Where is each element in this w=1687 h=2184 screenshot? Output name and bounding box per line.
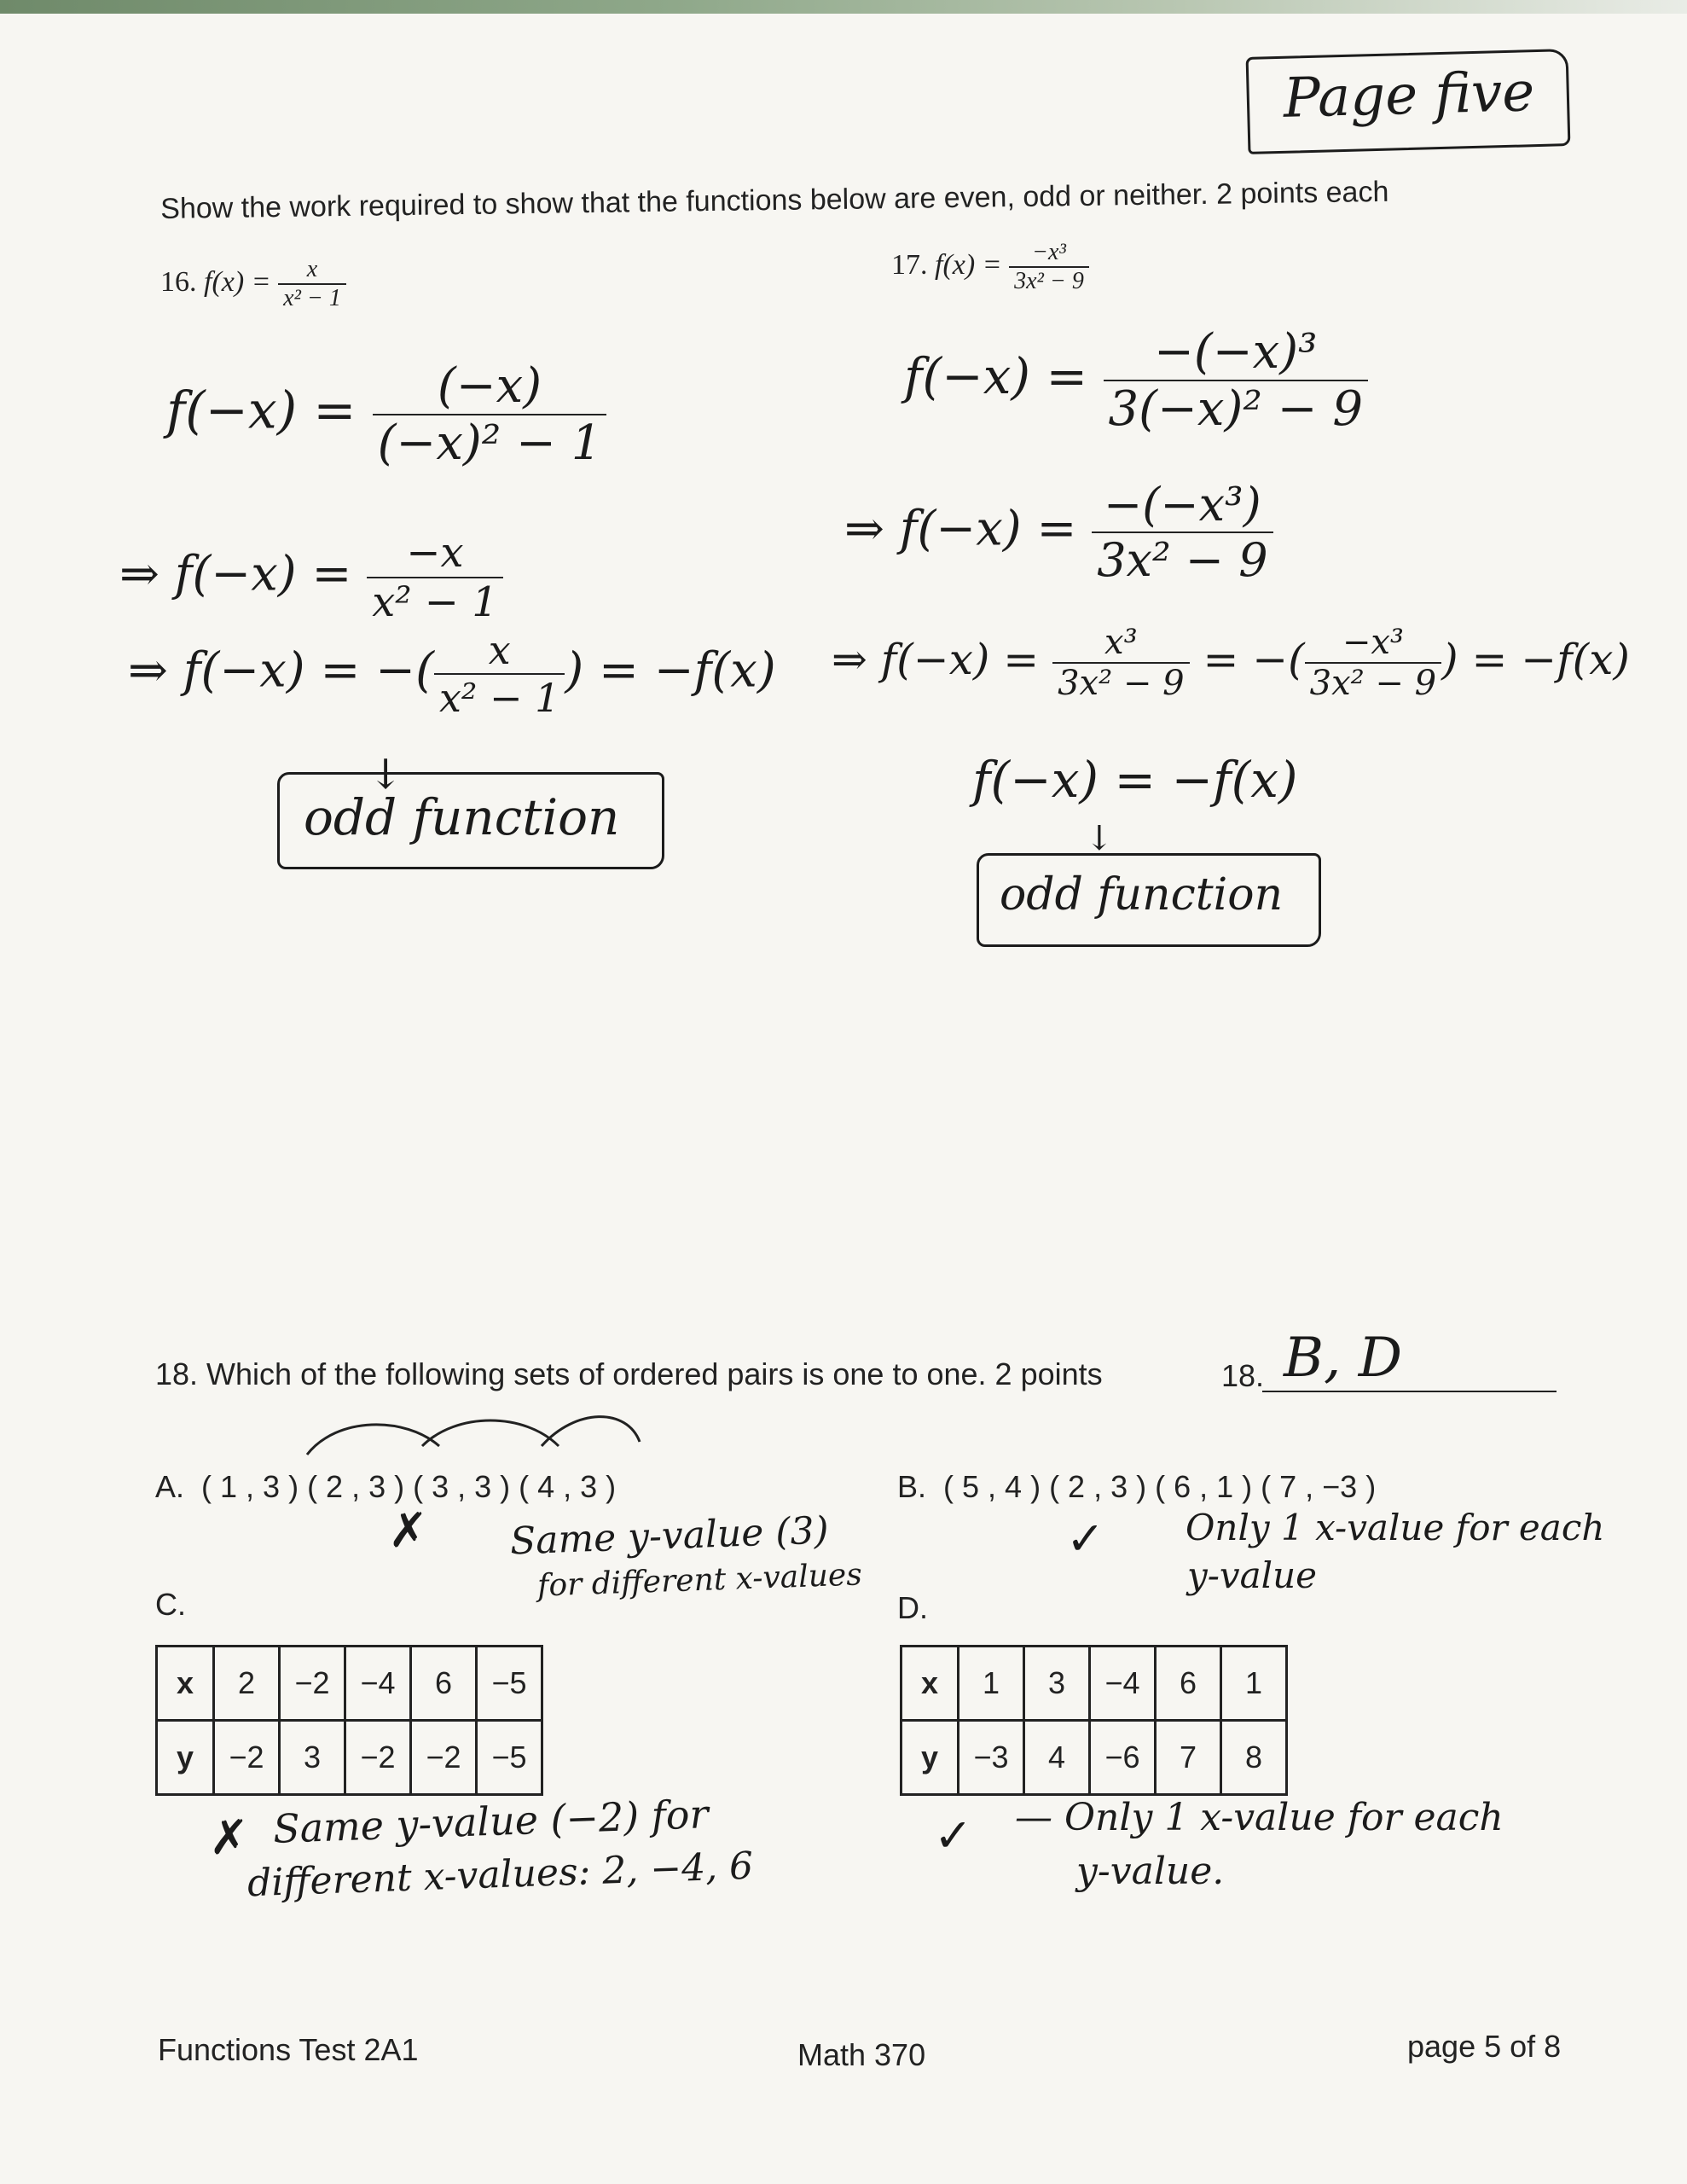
- problem-16-denominator: x² − 1: [278, 283, 346, 312]
- option-d-x-cell: 6: [1156, 1647, 1221, 1721]
- option-c-x-cell: −4: [345, 1647, 411, 1721]
- option-d-y-cell: 7: [1156, 1721, 1221, 1795]
- option-d-x-cell: 1: [1221, 1647, 1287, 1721]
- p17-line2-den: 3x² − 9: [1092, 531, 1272, 587]
- option-d-y-row: [901, 1721, 1287, 1795]
- problem-17-statement: [891, 239, 1089, 295]
- problem-18-answer-line: [1262, 1391, 1557, 1392]
- option-d-x-row: [901, 1647, 1287, 1721]
- scan-edge: [0, 0, 1687, 14]
- p16-work-line1: [166, 358, 606, 471]
- p16-line3-lhs: ⇒ f(−x) = −(: [128, 642, 434, 699]
- p16-line3-den: x² − 1: [434, 673, 565, 721]
- problem-16-statement: [160, 256, 346, 312]
- option-a-note-1: Same y-value (3): [509, 1508, 830, 1564]
- p16-line1-lhs: f(−x) =: [166, 380, 357, 441]
- option-c-label: C.: [155, 1587, 186, 1622]
- option-d-table: [900, 1645, 1288, 1796]
- p16-line2-den: x² − 1: [367, 577, 503, 626]
- p17-line1-den: 3(−x)² − 9: [1104, 380, 1368, 437]
- option-c-note-1: Same y-value (−2) for: [272, 1791, 710, 1852]
- option-c-y-cell: −2: [345, 1721, 411, 1795]
- problem-16-numerator: x: [306, 256, 318, 282]
- instructions: Show the work required to show that the functions below are even, odd or neither. 2 points each: [160, 175, 1389, 225]
- p16-line2-lhs: ⇒ f(−x) =: [119, 546, 352, 602]
- p17-conclusion: odd function: [1000, 869, 1284, 921]
- option-c-x-cell: −2: [280, 1647, 345, 1721]
- option-c-y-cell: −2: [214, 1721, 280, 1795]
- option-d-y-header: y: [901, 1721, 959, 1795]
- p17-line3-rhs: ) = −f(x): [1441, 635, 1630, 684]
- option-c-note-2: different x-values: 2, −4, 6: [246, 1844, 754, 1906]
- option-c-y-cell: 3: [280, 1721, 345, 1795]
- p17-work-line4: f(−x) = −f(x): [972, 751, 1298, 809]
- option-b: [897, 1469, 1376, 1505]
- p17-arrow: ↓: [1085, 819, 1114, 858]
- footer-right: page 5 of 8: [1407, 2029, 1562, 2064]
- p17-line3-lhs: ⇒ f(−x) =: [832, 635, 1040, 684]
- p17-line3-den: 3x² − 9: [1052, 662, 1189, 703]
- option-c-table: [155, 1645, 543, 1796]
- option-d-y-cell: 8: [1221, 1721, 1287, 1795]
- p16-work-line2: [119, 529, 503, 626]
- footer-left: Functions Test 2A1: [158, 2032, 419, 2067]
- option-c-x-cell: 2: [214, 1647, 280, 1721]
- option-d-y-cell: 4: [1024, 1721, 1090, 1795]
- option-d-x-header: x: [901, 1647, 959, 1721]
- p17-work-line3: [832, 623, 1630, 703]
- p17-line3-den2: 3x² − 9: [1305, 662, 1441, 703]
- problem-17-fx: f(x) =: [935, 248, 1002, 281]
- p16-conclusion: odd function: [304, 788, 620, 846]
- option-a-label: A.: [155, 1469, 185, 1504]
- p17-line3-num2: −x³: [1342, 623, 1404, 662]
- option-d-x-cell: 1: [959, 1647, 1024, 1721]
- p16-conclusion-box: [277, 772, 664, 869]
- option-d-label: D.: [897, 1590, 928, 1625]
- option-a-note-2: for different x-values: [536, 1557, 863, 1604]
- option-d-note-1: — Only 1 x-value for each: [1015, 1796, 1504, 1839]
- p17-conclusion-box: [977, 853, 1321, 947]
- page-label-box: [1246, 49, 1571, 154]
- problem-18-answer-value: B, D: [1284, 1327, 1403, 1390]
- option-a: [155, 1469, 616, 1505]
- p16-line3-num: x: [488, 627, 511, 673]
- option-d-x-cell: 3: [1024, 1647, 1090, 1721]
- option-c-x-cell: 6: [411, 1647, 477, 1721]
- problem-18-answer-label: 18.: [1221, 1358, 1265, 1393]
- option-b-mark: ✓: [1066, 1512, 1105, 1565]
- p16-line3-rhs: ) = −f(x): [565, 642, 776, 699]
- p17-work-line2: [844, 478, 1273, 587]
- footer-center: Math 370: [797, 2037, 926, 2072]
- p17-line1-lhs: f(−x) =: [904, 347, 1088, 406]
- option-b-note-2: y-value: [1187, 1554, 1318, 1596]
- p17-line3-num: x³: [1104, 623, 1138, 662]
- p17-line1-num: −(−x)³: [1153, 324, 1318, 380]
- p16-line1-num: (−x): [437, 358, 542, 414]
- problem-17-numerator: −x³: [1032, 239, 1066, 265]
- option-c-x-header: x: [157, 1647, 214, 1721]
- option-c-y-cell: −2: [411, 1721, 477, 1795]
- p16-line2-num: −x: [406, 529, 464, 577]
- problem-17-number: 17.: [891, 248, 928, 281]
- p17-work-line1: [904, 324, 1368, 437]
- option-a-mark: ✗: [388, 1503, 428, 1559]
- problem-16-fx: f(x) =: [204, 265, 271, 298]
- problem-17-denominator: 3x² − 9: [1009, 266, 1089, 295]
- option-d-y-cell: −6: [1090, 1721, 1156, 1795]
- p16-work-line3: [128, 627, 776, 721]
- option-b-pairs: ( 5 , 4 ) ( 2 , 3 ) ( 6 , 1 ) ( 7 , −3 ): [943, 1469, 1377, 1504]
- page-label: Page five: [1282, 61, 1535, 131]
- p16-line1-den: (−x)² − 1: [373, 414, 607, 471]
- option-d-mark: ✓: [934, 1809, 973, 1862]
- p17-line2-num: −(−x³): [1104, 478, 1261, 531]
- option-a-pairs: ( 1 , 3 ) ( 2 , 3 ) ( 3 , 3 ) ( 4 , 3 ): [201, 1469, 617, 1504]
- p17-line3-mid: = −(: [1203, 635, 1305, 684]
- option-d-note-2: y-value.: [1076, 1850, 1225, 1893]
- option-d-y-cell: −3: [959, 1721, 1024, 1795]
- option-c-y-cell: −5: [477, 1721, 542, 1795]
- option-c-x-cell: −5: [477, 1647, 542, 1721]
- option-c-mark: ✗: [209, 1810, 249, 1866]
- option-c-x-row: [157, 1647, 542, 1721]
- option-d-x-cell: −4: [1090, 1647, 1156, 1721]
- option-c-y-header: y: [157, 1721, 214, 1795]
- problem-16-number: 16.: [160, 265, 197, 298]
- p17-line2-lhs: ⇒ f(−x) =: [844, 501, 1077, 557]
- p16-arrow: ↓: [368, 751, 403, 799]
- option-a-brackets: [303, 1408, 644, 1459]
- option-b-note-1: Only 1 x-value for each: [1186, 1507, 1605, 1548]
- option-b-label: B.: [897, 1469, 927, 1504]
- option-c-y-row: [157, 1721, 542, 1795]
- problem-18-question: 18. Which of the following sets of ordered pairs is one to one. 2 points: [155, 1356, 1103, 1391]
